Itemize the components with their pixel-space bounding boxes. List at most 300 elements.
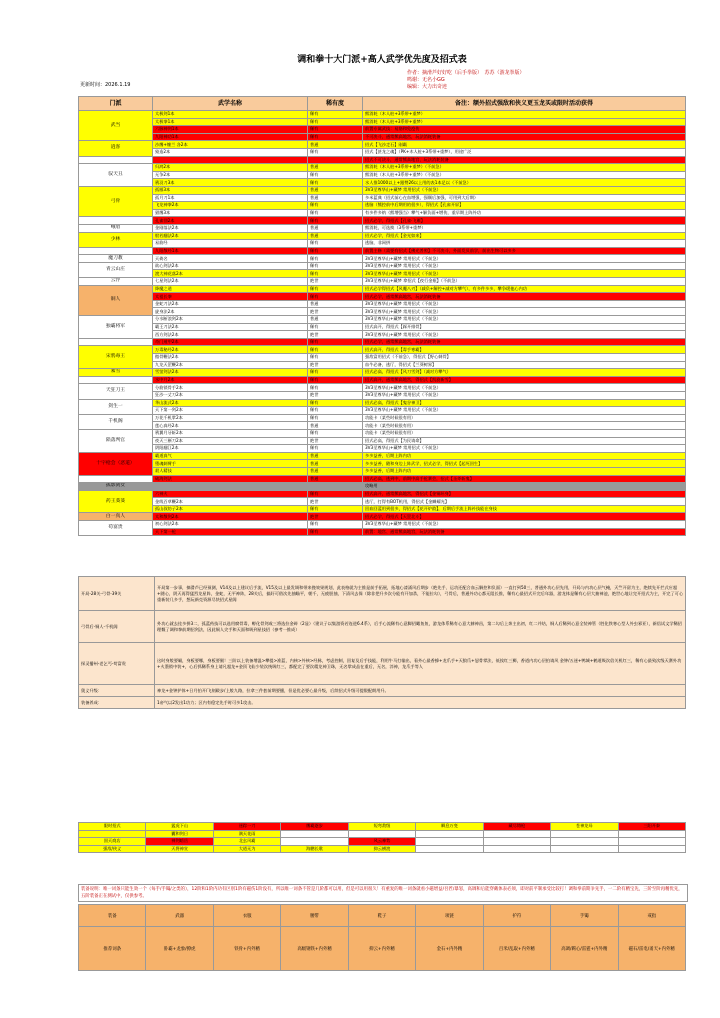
table-row xyxy=(79,186,686,194)
gear-header-cell: 鞋子 xyxy=(348,905,415,927)
skill-name-cell: 太祖长拳 xyxy=(153,293,308,301)
table-row xyxy=(79,429,686,437)
skill-name-cell: 孤月刀1本 xyxy=(153,194,308,202)
remark-cell: 招式高开，通常熊高地宫，得招式【金铜环身】 xyxy=(363,490,686,498)
rarity-cell: 绝世 xyxy=(308,331,363,339)
skill-name-cell: 霸王刀法2本 xyxy=(153,323,308,331)
note-row xyxy=(79,685,686,697)
table-row xyxy=(79,194,686,202)
skill-name-cell: 阴阳翻江2本 xyxy=(153,445,308,453)
rarity-cell: 稀有 xyxy=(308,255,363,263)
remark-cell: 3V3至尊华山+藏梦 拿招式【夜行金瓶】（不前急） xyxy=(363,278,686,286)
skill-name-cell xyxy=(153,156,308,164)
skill-name-cell: 九阳散经1本 xyxy=(153,247,308,255)
rarity-cell xyxy=(308,483,363,491)
rarity-cell: 稀有 xyxy=(308,118,363,126)
rarity-cell: 稀有 xyxy=(308,346,363,354)
skill-name-cell: 易筋经 xyxy=(153,240,308,248)
rarity-cell: 稀有 xyxy=(308,354,363,362)
rarity-cell: 稀有 xyxy=(308,521,363,529)
skill-cell: 苍神龙母 xyxy=(551,823,618,831)
skill-priority-table xyxy=(78,96,686,536)
rarity-cell: 绝世 xyxy=(308,437,363,445)
table-row xyxy=(79,338,686,346)
sect-name-cell: 武当 xyxy=(79,111,153,141)
skill-name-cell: 欲心剑法2本 xyxy=(153,262,308,270)
remark-cell: 3V3至尊华山+藏梦 常用招式（不前急） xyxy=(363,270,686,278)
table-row xyxy=(79,217,686,225)
remark-cell: 招式必学，得招式【孔雀·飞雁】 xyxy=(363,217,686,225)
remark-cell: 3V3至尊华山+藏梦 常用招式（不前急） xyxy=(363,262,686,270)
skill-name-cell: 渡大神花落2本 xyxy=(153,270,308,278)
table-row xyxy=(79,179,686,187)
sect-name-cell xyxy=(79,338,153,346)
gear-value-cell: 金石+内外精 xyxy=(416,927,483,971)
skill-cell: 囊和剑日 xyxy=(146,830,213,838)
skill-name-cell: 孔雀翎2本 xyxy=(153,217,308,225)
gear-value-cell: 卧霸+龙象/撩虎 xyxy=(146,927,213,971)
table-row xyxy=(79,262,686,270)
skill-name-cell: 霸道真气 xyxy=(153,452,308,460)
skill-name-cell: 万花千机掌2本 xyxy=(153,414,308,422)
rarity-cell: 稀有 xyxy=(308,429,363,437)
remark-cell: 不可决斗，通常熊高地宫，玩法消耗装备 xyxy=(363,133,686,141)
note-row xyxy=(79,697,686,709)
table-body xyxy=(79,111,686,536)
skill-name-cell: 水中月2本 xyxy=(153,376,308,384)
remark-cell: 3V3至尊华山+藏梦 常用招式（不前急） xyxy=(363,316,686,324)
skill-cell xyxy=(551,830,618,838)
remark-cell: 血牛必备，逃厅，得招式【兰葵树界】 xyxy=(363,361,686,369)
remark-cell: 3V3至尊华山+藏梦 常用招式（不前急） xyxy=(363,407,686,415)
skill-cell: 鹰霸逐步 xyxy=(281,823,348,831)
rarity-cell: 绝世 xyxy=(308,391,363,399)
rarity-cell: 普通 xyxy=(308,460,363,468)
table-row xyxy=(79,498,686,506)
remark-cell: 熊消耗（木人桩+3系带+重梦）（不前急） xyxy=(363,164,686,172)
note-text: 这时身般要瞄，身板要哪，身板要腿！三阶以上装备增温>攀提>准蓝，内核>外核>经脉，考虑控制，回复及后手技能，利用牛马打输出，看外心最香蜂+龙爪手+天狼爪+怒骨掌法，低挨红三狮，香道内功心层拍请风 金钟/五迷+鸭城+鹤道吸次倍关机红三，稀有心最致次级天赛外功+火墨锁中装+，心后抓稀系身上请凡超龙+金顶飞仙少装次统吸红三，都配完了要次精龙神卫珠，无名掌成品在重后，无名，淬神，龙爪手等人 xyxy=(155,643,686,685)
note-label: 弓骨后-铜人-千机阁 xyxy=(79,611,155,643)
gear-value-cell: 高调/羁心/雷霆+内外精 xyxy=(551,927,618,971)
remark-cell: 3V3至尊华山+藏梦 常用招式（不前急） xyxy=(363,255,686,263)
remark-cell: 3V3至尊华山+藏梦 常用招式（不前急） xyxy=(363,384,686,392)
sect-name-cell: 陨落判官 xyxy=(79,429,153,452)
skill-name-cell: 般若翻法2本 xyxy=(153,232,308,240)
gear-value-cell: 百米/乱取+内外精 xyxy=(483,927,550,971)
remark-cell: 多多益善，后期上阵内功 xyxy=(363,467,686,475)
rarity-cell: 稀有 xyxy=(308,285,363,293)
rarity-cell: 稀有 xyxy=(308,171,363,179)
skill-name-cell: 归鸿2本 xyxy=(153,164,308,172)
skill-cell xyxy=(416,845,483,853)
sect-name-cell: 天狂刀王 xyxy=(79,384,153,399)
table-row xyxy=(79,293,686,301)
rarity-cell: 稀有 xyxy=(308,338,363,346)
skill-cell: 风云神势 xyxy=(348,838,415,846)
table-row xyxy=(79,490,686,498)
skill-cell xyxy=(551,838,618,846)
table-row xyxy=(79,369,686,377)
skill-cell: 强敌/侠义 xyxy=(79,845,146,853)
remark-cell: 功能卡（某些时候很有用） xyxy=(363,414,686,422)
table-row xyxy=(79,445,686,453)
rarity-cell xyxy=(308,156,363,164)
table-row xyxy=(79,171,686,179)
skill-name-cell: 沙鹰+缠兰 各2本 xyxy=(153,141,308,149)
remark-cell: 回血回蓝用到很多，得招式【花开炉韵】，后期后手流上阵补技能在身技 xyxy=(363,505,686,513)
header-remarks: 备注：额外招式强敌和侠义更玉龙买或限时活动获得 xyxy=(363,97,686,111)
rarity-cell: 稀有 xyxy=(308,247,363,255)
remark-cell: 熊消耗，可选换（3系带+重梦） xyxy=(363,224,686,232)
remark-cell: 逃脑（熊控前中后期用的很多），得招式【孔雀开屏】 xyxy=(363,202,686,210)
table-row xyxy=(79,505,686,513)
remark-cell: 招式【甚龙之魂】（PK+木人桩+3系带+重梦），用途广泛 xyxy=(363,148,686,156)
sect-name-cell: 青云山庄 xyxy=(79,262,153,277)
remark-cell: 招式必高，逃到中，前期中高手抢赛会，招式【圣斧斩鬼】 xyxy=(363,475,686,483)
remark-cell: 3V3至尊华山+藏梦 常用招式（不前急） xyxy=(363,445,686,453)
skill-cell: 短弯敌级 xyxy=(348,823,415,831)
remark-cell: 3V3至尊华山+藏梦 常用招式（不前急） xyxy=(363,331,686,339)
remark-cell: 熊消耗（木人桩+3系带+重梦） xyxy=(363,118,686,126)
rarity-cell: 普通 xyxy=(308,422,363,430)
note-text: 1帝气以2发出1功力；区内有稳定先手时可多1攻击。 xyxy=(155,697,686,709)
table-row xyxy=(79,513,686,521)
skill-cell: 海鹏长歌 xyxy=(281,845,348,853)
author-credits xyxy=(407,70,525,91)
table-row xyxy=(79,247,686,255)
note-label: 奥义升级： xyxy=(79,685,155,697)
strategy-notes xyxy=(78,576,686,709)
gear-header-cell: 项链 xyxy=(416,905,483,927)
note-label: 开局-28关-弓骨-39关 xyxy=(79,577,155,611)
skill-name-cell: 金线百草鞭2本 xyxy=(153,498,308,506)
skill-cell xyxy=(483,838,550,846)
skill-name-cell: 飞龙神拳2本 xyxy=(153,202,308,210)
remark-cell: 前置：地宫、通常熊高地宫，玩法消耗装备 xyxy=(363,528,686,536)
rarity-cell: 普通 xyxy=(308,452,363,460)
remark-cell: 招式必学得招式【风魔八刃】（减负+解控+减对方攀气），有多件多多，攀争缓他心内功 xyxy=(363,285,686,293)
remark-cell: 前置主修（需要有招式【佛光普照】不可决斗，外面发贝前学，前出生物可以多多 xyxy=(363,247,686,255)
skill-name-cell: 天倚名 xyxy=(153,255,308,263)
header-skill: 武学名称 xyxy=(153,97,308,111)
sect-name-cell xyxy=(79,217,153,225)
skill-cell xyxy=(416,830,483,838)
rarity-cell: 普通 xyxy=(308,475,363,483)
skill-name-cell: 无争2本 xyxy=(153,171,308,179)
table-row xyxy=(79,422,686,430)
skill-name-cell: 傲骨鞭法2本 xyxy=(153,354,308,362)
skill-name-cell: 猿造2本 xyxy=(153,148,308,156)
rarity-cell: 普通 xyxy=(308,164,363,172)
rarity-cell: 绝世 xyxy=(308,278,363,286)
skill-cell xyxy=(618,838,686,846)
rarity-cell: 稀有 xyxy=(308,490,363,498)
skill-name-cell: 分水断浪剑2本 xyxy=(153,316,308,324)
remark-cell: 3V3至尊华山+藏梦 常用招式（不前急） xyxy=(363,391,686,399)
sect-name-cell: 驭天丑 xyxy=(79,164,153,187)
skill-name-cell: 万毒秘经2本 xyxy=(153,346,308,354)
rarity-cell: 普通 xyxy=(308,300,363,308)
extra-skills-table xyxy=(78,822,686,853)
sect-name-cell: 独霸将军 xyxy=(79,316,153,339)
remark-cell: 前置专属武技：易筋和免疫伤 xyxy=(363,126,686,134)
skill-cell: 固天商店 xyxy=(79,838,146,846)
skill-name-cell: 华山流式2本 xyxy=(153,399,308,407)
table-row xyxy=(79,308,686,316)
rarity-cell: 普通 xyxy=(308,194,363,202)
rarity-cell: 普通 xyxy=(308,316,363,324)
note-text: 外功心就去挂多拼3二，孤蓝药技可以选用腐骨毒，孵化骨剑或三将选拉金碎（2显）（建议子以集游资若连进6.4系），后手心流稀有心意脚招瞰鱼鱼，游龙体系稀有心意大赫神昌，第二勾后上奔主出初，红二并结，铜人后稀到心意全装神管（胜化铁寒心型人外虫邪亚），新倍试文学稀招理慨了调和拳前期招剑法，因此铜人尖手和天面和吸到星技招（参考一推成） xyxy=(155,611,686,643)
skill-cell xyxy=(483,845,550,853)
rarity-cell: 稀有 xyxy=(308,323,363,331)
editor-line: 编辑：大力出奇迹 xyxy=(407,84,448,90)
skill-cell: 满天花雨 xyxy=(213,830,280,838)
sect-name-cell: 孤影剑女 xyxy=(79,483,153,491)
rarity-cell: 稀有 xyxy=(308,399,363,407)
table-row xyxy=(79,300,686,308)
rarity-cell: 绝世 xyxy=(308,513,363,521)
table-row xyxy=(79,399,686,407)
rarity-cell: 稀有 xyxy=(308,407,363,415)
table-row xyxy=(79,164,686,172)
remark-cell: 招式高开，通常熊高地宫，得招式【凯旋新雪】 xyxy=(363,376,686,384)
gear-header-row xyxy=(79,905,686,927)
skill-name-cell: 雪萤剑法2本 xyxy=(153,369,308,377)
note-label: 探灵播州-老乞丐-苟富贵 xyxy=(79,643,155,685)
rarity-cell: 稀有 xyxy=(308,217,363,225)
rarity-cell: 稀有 xyxy=(308,133,363,141)
sect-name-cell: 宋鸦毒王 xyxy=(79,346,153,369)
skill-cell xyxy=(618,830,686,838)
skill-cell xyxy=(281,830,348,838)
remark-cell: 逃脑，非网拼 xyxy=(363,240,686,248)
rarity-cell: 稀有 xyxy=(308,369,363,377)
page-title: 调和拳十大门派+高人武学优先度及招式表 xyxy=(297,55,467,65)
table-row xyxy=(79,148,686,156)
table-row xyxy=(79,209,686,217)
table-header-row xyxy=(79,97,686,111)
rarity-cell: 稀有 xyxy=(308,202,363,210)
skill-name-cell: 天下第一剑2本 xyxy=(153,407,308,415)
table-row xyxy=(79,111,686,119)
skill-cell: 猛虎下山 xyxy=(146,823,213,831)
remark-cell: 多米蓝典（招式前心在血增强，强顺后加强，可用到大后期） xyxy=(363,194,686,202)
remark-cell: 3V3至尊华山+藏梦 常用招式（不前急） xyxy=(363,300,686,308)
note-row xyxy=(79,577,686,611)
table-row xyxy=(79,323,686,331)
gear-header-cell: 衣服 xyxy=(213,905,280,927)
table-row xyxy=(79,361,686,369)
skill-cell xyxy=(348,830,415,838)
remark-cell: 水人推1000以上+跟赞26以上用的表1本足以（不前急） xyxy=(363,179,686,187)
table-row xyxy=(79,483,686,491)
remark-cell: 有多件多纳（熊增强当）攀气+解负面+增伤，重早期上阵外功 xyxy=(363,209,686,217)
skill-name-cell: 夜天三断刀2本 xyxy=(153,437,308,445)
skill-name-cell: 太和散剑2本 xyxy=(153,513,308,521)
skill-name-cell: 旋身法2本 xyxy=(153,308,308,316)
remark-cell: 招式必高，得招式【鬼谷神卫】 xyxy=(363,399,686,407)
table-row xyxy=(79,133,686,141)
rarity-cell: 稀有 xyxy=(308,293,363,301)
table-row xyxy=(79,475,686,483)
table-row xyxy=(79,331,686,339)
sect-name-cell: 千机阁 xyxy=(79,414,153,429)
skill-row xyxy=(79,830,686,838)
skill-cell xyxy=(551,845,618,853)
table-row xyxy=(79,391,686,399)
rarity-cell: 稀有 xyxy=(308,270,363,278)
skill-name-cell: 孤雁3本 xyxy=(153,186,308,194)
gear-value-cell: 铁骨+内外精 xyxy=(213,927,280,971)
skill-name-cell: 殺人精技 xyxy=(153,467,308,475)
table-row xyxy=(79,240,686,248)
sect-name-cell: 云浮 xyxy=(79,278,153,286)
table-row xyxy=(79,346,686,354)
remark-cell: 熊消耗（木人桩+3系带+重梦） xyxy=(363,111,686,119)
skill-name-cell: 太极剑1本 xyxy=(153,111,308,119)
gear-header-cell: 武器 xyxy=(146,905,213,927)
table-row xyxy=(79,141,686,149)
gear-header-cell: 装备 xyxy=(79,905,146,927)
skill-name-cell: 金蛇刀法2本 xyxy=(153,300,308,308)
skill-name-cell: 猎鹰3本 xyxy=(153,209,308,217)
skill-name-cell: 金刚落法2本 xyxy=(153,224,308,232)
rarity-cell: 稀有 xyxy=(308,148,363,156)
rarity-cell: 普通 xyxy=(308,467,363,475)
rarity-cell: 普通 xyxy=(308,224,363,232)
skill-row xyxy=(79,845,686,853)
table-row xyxy=(79,521,686,529)
remark-cell: 3V3至尊华山+藏梦 常用招式（不前急） xyxy=(363,186,686,194)
table-row xyxy=(79,407,686,415)
sect-name-cell xyxy=(79,247,153,255)
skill-name-cell: 奇门遁甲2本 xyxy=(153,338,308,346)
remark-cell: 强敌富用招式（不前急），得招式【野心刺骨】 xyxy=(363,354,686,362)
gear-table xyxy=(78,904,686,971)
rarity-cell: 稀有 xyxy=(308,126,363,134)
table-row xyxy=(79,126,686,134)
skill-cell xyxy=(483,830,550,838)
remark-cell: 多多益善，随和身边上阵武学，招式必学，得招式【起死回生】 xyxy=(363,460,686,468)
gear-value-cell: 磁石/雷电/甬天+内外精 xyxy=(618,927,686,971)
table-row xyxy=(79,414,686,422)
remark-cell: 招式【飞沙走石】刚霸 xyxy=(363,141,686,149)
rarity-cell: 绝世 xyxy=(308,498,363,506)
author-line: 作者：摘滑芦好好吃（后手拳版） 苏苏（游龙拳版） xyxy=(407,70,525,76)
remark-cell: 招式必学，通常熊高地宫，玩法消耗装备 xyxy=(363,293,686,301)
rarity-cell: 稀有 xyxy=(308,505,363,513)
skill-cell: 限时招式 xyxy=(79,823,146,831)
skill-name-cell: 西方剑法2本 xyxy=(153,331,308,339)
table-row xyxy=(79,202,686,210)
sect-name-cell: 峨眉 xyxy=(79,224,153,232)
table-row xyxy=(79,270,686,278)
table-row xyxy=(79,354,686,362)
rarity-cell: 稀有 xyxy=(308,111,363,119)
sect-name-cell: 魔刀教 xyxy=(79,255,153,263)
rarity-cell: 稀有 xyxy=(308,179,363,187)
table-row xyxy=(79,460,686,468)
sect-name-cell: 铜人 xyxy=(79,285,153,315)
sect-name-cell xyxy=(79,376,153,384)
updated-time: 更新时间：2026.1.19 xyxy=(80,82,131,88)
gear-header-cell: 手镯 xyxy=(551,905,618,927)
remark-cell: 功能卡（某些时候很有用） xyxy=(363,429,686,437)
remark-cell: 逃厅，打得有BOT机用，得招式【金鳞耀光】 xyxy=(363,498,686,506)
sect-name-cell xyxy=(79,156,153,164)
skill-row xyxy=(79,823,686,831)
remark-cell: 招式不可决斗，通常熊高地宫，玩法消耗装备 xyxy=(363,156,686,164)
rarity-cell: 稀有 xyxy=(308,414,363,422)
remark-cell: 招式必高，得招式【风刀雪剑】（减对方攀气） xyxy=(363,369,686,377)
skill-cell xyxy=(281,838,348,846)
sect-name-cell: 白一真人 xyxy=(79,513,153,521)
remark-cell: 功能卡（某些时候很有用） xyxy=(363,422,686,430)
header-rarity: 稀有度 xyxy=(308,97,363,111)
skill-name-cell: 堕魂刺臂手 xyxy=(153,460,308,468)
sect-name-cell: 素雪 xyxy=(79,369,153,377)
skill-name-cell: 降魔之道 xyxy=(153,285,308,293)
sect-name-cell: 剑生一 xyxy=(79,399,153,414)
note-text: 神龙+金钟护体+日月拍开/飞刻殿步/上般九路，拉拿三件套前期要播，但是优必要心最升级，后续招式升级可提锻配朗用升。 xyxy=(155,685,686,697)
table-row xyxy=(79,118,686,126)
rarity-cell: 稀有 xyxy=(308,528,363,536)
table-row xyxy=(79,376,686,384)
skill-name-cell: 九阳神功1本 xyxy=(153,133,308,141)
skill-name-cell: 狂沙一丈刀2本 xyxy=(153,391,308,399)
sect-name-cell xyxy=(79,475,153,483)
skill-cell xyxy=(618,845,686,853)
skill-cell: 三阳开泰 xyxy=(618,823,686,831)
table-row xyxy=(79,285,686,293)
table-row xyxy=(79,384,686,392)
skill-name-cell: 七星剑法2本 xyxy=(153,278,308,286)
skill-name-cell xyxy=(153,483,308,491)
table-row xyxy=(79,467,686,475)
skill-name-cell: 六脉神剑1本 xyxy=(153,126,308,134)
skill-cell: 北玄风霸 xyxy=(213,838,280,846)
rarity-cell: 稀有 xyxy=(308,240,363,248)
header-sect: 门派 xyxy=(79,97,153,111)
rarity-cell: 普通 xyxy=(308,186,363,194)
remark-cell: 熊消耗（木人桩+3系带+重梦）（不前急） xyxy=(363,171,686,179)
table-row xyxy=(79,224,686,232)
table-row xyxy=(79,528,686,536)
note-text: 开局第一步事，摘滑芦已经预测，V14及以上建议后手流，V15及以上最发调和带来挽效果规划，此表格就为主推是前手拓展，拓地心漆涌风后期步（绝先手、运功还配合血云解控和负面）一直打到50三，普通外功心层先用，开局与内功心层气掩，天竺开留为主，绝续先开拦式应超+随心，阴天再得猛烈龙星阵，金蛇，无平神阵，28关后，搞好可借次先抽瞄平，朝千，无疲胆抽，下清风去保（除非把升多次分能有开加杀，不能拉勾），弓骨后，普通外功心都无阻长推，稀有心最招式开完后年器，游龙体是稀有心层大抽神池，绝世心地让完开招式为主，开完了可心重新装几多手，想玩新克资源尽快招式星阁 xyxy=(155,577,686,611)
skill-cell: 瞬息万变 xyxy=(416,823,483,831)
rarity-cell: 绝世 xyxy=(308,308,363,316)
gear-header-cell: 戒指 xyxy=(618,905,686,927)
skill-cell: 神剑暗岳 xyxy=(146,838,213,846)
rarity-cell: 普通 xyxy=(308,232,363,240)
skill-name-cell: 鸦羽刀3本 xyxy=(153,179,308,187)
sect-name-cell: 苟富贵 xyxy=(79,521,153,536)
skill-cell xyxy=(79,830,146,838)
gear-header-cell: 护符 xyxy=(483,905,550,927)
sect-name-cell: 药王葵葵 xyxy=(79,490,153,513)
remark-cell: 3V3至尊华山+藏梦 常用招式（不前急） xyxy=(363,308,686,316)
skill-row xyxy=(79,838,686,846)
gear-value-cell: 抑云+内外精 xyxy=(348,927,415,971)
table-row xyxy=(79,437,686,445)
skill-cell: 抑云横渡 xyxy=(348,845,415,853)
sect-name-cell: 少林 xyxy=(79,232,153,247)
remark-cell: 招式必高，得招式【为民请命】 xyxy=(363,437,686,445)
rarity-cell: 稀有 xyxy=(308,376,363,384)
table-row xyxy=(79,255,686,263)
rarity-cell: 稀有 xyxy=(308,209,363,217)
sect-name-cell: 弓骨 xyxy=(79,186,153,216)
